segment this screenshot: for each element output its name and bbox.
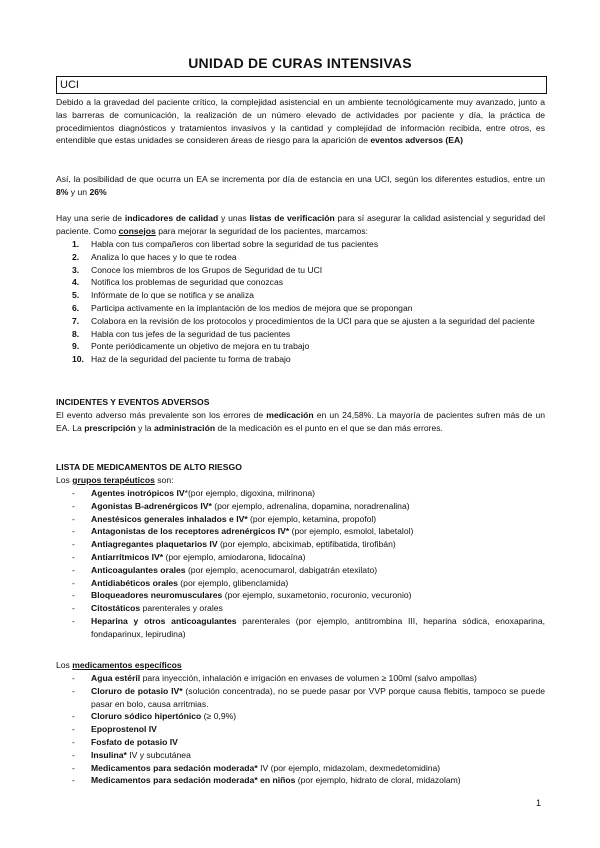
medication-name: Agentes inotrópicos IV — [91, 488, 185, 498]
groups-intro: Los grupos terapéuticos son: — [56, 475, 174, 485]
tip-item — [56, 276, 545, 289]
therapeutic-groups-list — [56, 487, 545, 641]
high-risk-heading: LISTA DE MEDICAMENTOS DE ALTO RIESGO — [56, 462, 242, 472]
tip-text: Conoce los miembros de los Grupos de Seguridad de tu UCI — [91, 264, 323, 275]
tip-text: Participa activamente en la implantación de los medios de mejora que se propongan — [91, 302, 413, 313]
tip-item — [56, 289, 545, 302]
medication-name: Antidiabéticos orales — [91, 577, 178, 588]
tip-number: 9. — [72, 341, 80, 352]
dash-bullet: - — [72, 577, 75, 588]
medication-item — [56, 500, 545, 513]
medication-detail: parenterales y orales — [140, 603, 223, 614]
medication-name: Antiarrítmicos IV* — [91, 551, 164, 562]
medication-item — [56, 589, 545, 602]
medication-item — [56, 672, 545, 685]
medication-item — [56, 525, 545, 538]
medication-name: Medicamentos para sedación moderada* en niños — [91, 775, 296, 786]
medication-item — [56, 602, 545, 615]
medication-item — [56, 564, 545, 577]
medication-detail: (por ejemplo, ketamina, propofol) — [247, 513, 377, 524]
medication-detail: (por ejemplo, adrenalina, dopamina, noradrenalina) — [211, 500, 410, 511]
medication-item — [56, 615, 545, 641]
tip-text: Infórmate de lo que se notifica y se analiza — [91, 290, 254, 301]
dash-bullet: - — [72, 488, 75, 498]
medication-item — [56, 749, 545, 762]
tip-text: Habla con tus jefes de la seguridad de tus pacientes — [91, 328, 291, 339]
tip-number: 6. — [72, 302, 80, 313]
medication-text — [91, 564, 545, 577]
medication-text — [91, 710, 545, 723]
medication-text — [91, 723, 545, 736]
dash-bullet: - — [72, 711, 75, 722]
tip-text: Haz de la seguridad del paciente tu forma de trabajo — [91, 354, 291, 365]
tip-number: 4. — [72, 277, 80, 288]
medication-text — [91, 685, 545, 711]
medication-detail: (por ejemplo, abciximab, eptifibatida, tirofibán) — [217, 539, 396, 550]
incidents-paragraph: El evento adverso más prevalente son los errores de medicación en un 24,58%. La mayoría de pacientes sufren más de un EA. La prescripción y la administración de la medicación es el punto en el que se dan más errores. — [56, 410, 545, 433]
section-label-box: UCI — [56, 76, 547, 94]
tip-number: 10. — [72, 354, 84, 365]
medication-text — [91, 602, 545, 615]
medication-detail: IV y subcutánea — [126, 749, 191, 760]
tip-item — [56, 328, 545, 341]
medication-text — [91, 615, 545, 641]
medication-item — [56, 577, 545, 590]
medication-detail: para inyección, inhalación e irrigación en envases de volumen ≥ 100ml (salvo ampollas) — [140, 673, 477, 683]
medication-item — [56, 774, 545, 787]
medication-text — [91, 513, 545, 526]
dash-bullet: - — [72, 603, 75, 614]
medication-detail: (por ejemplo, esmolol, labetalol) — [289, 526, 414, 537]
medication-item — [56, 710, 545, 723]
medication-detail: (por ejemplo, hidrato de cloral, midazolam) — [295, 775, 461, 786]
medication-name: Epoprostenol IV — [91, 724, 157, 735]
medication-detail: *(por ejemplo, digoxina, milrinona) — [184, 488, 315, 498]
intro-paragraph — [56, 96, 545, 147]
medication-name: Citostáticos — [91, 603, 141, 614]
medication-item — [56, 762, 545, 775]
tip-text: Ponte periódicamente un objetivo de mejora en tu trabajo — [91, 341, 310, 352]
tip-text: Notifica los problemas de seguridad que conozcas — [91, 277, 284, 288]
medication-text — [91, 762, 545, 775]
tip-number: 7. — [72, 315, 80, 326]
medication-item — [56, 723, 545, 736]
tip-item — [56, 353, 545, 366]
tips-list — [56, 238, 545, 366]
dash-bullet: - — [72, 724, 75, 735]
medication-name: Antiagregantes plaquetarios IV — [91, 539, 218, 550]
medication-detail: (solución concentrada), no se puede pasar por VVP porque causa flebitis, tampoco se puede pasar en bolo, causa arritmias. — [91, 685, 545, 709]
medication-text — [91, 538, 545, 551]
medication-text — [91, 736, 545, 749]
dash-bullet: - — [72, 539, 75, 550]
medication-detail: (por ejemplo, glibenclamida) — [177, 577, 289, 588]
medication-item — [56, 551, 545, 564]
dash-bullet: - — [72, 736, 75, 747]
medication-text — [91, 525, 545, 538]
intro-bold: eventos adversos (EA) — [370, 135, 464, 146]
dash-bullet: - — [72, 500, 75, 511]
dash-bullet: - — [72, 513, 75, 524]
dash-bullet: - — [72, 673, 75, 683]
medication-text — [91, 500, 545, 513]
tip-number: 5. — [72, 290, 80, 301]
medication-item — [56, 685, 545, 711]
medication-item — [56, 736, 545, 749]
dash-bullet: - — [72, 526, 75, 537]
page-number: 1 — [536, 798, 542, 808]
dash-bullet: - — [72, 749, 75, 760]
tip-item — [56, 251, 545, 264]
medication-name: Bloqueadores neuromusculares — [91, 590, 223, 601]
tip-text: Colabora en la revisión de los protocolos y procedimientos de la UCI para que se ajusten a la seguridad del paciente — [91, 315, 535, 326]
medication-name: Insulina* — [91, 749, 127, 760]
tip-item — [56, 315, 545, 328]
tip-number: 1. — [72, 239, 80, 249]
dash-bullet: - — [72, 615, 75, 626]
medication-detail: IV (por ejemplo, midazolam, dexmedetomidina) — [257, 762, 441, 773]
medication-name: Fosfato de potasio IV — [91, 736, 178, 747]
tip-item — [56, 340, 545, 353]
tip-item — [56, 302, 545, 315]
medication-text — [91, 577, 545, 590]
page-title: UNIDAD DE CURAS INTENSIVAS — [188, 55, 412, 71]
medication-detail: (por ejemplo, acenocumarol, dabigatrán etexilato) — [185, 564, 378, 575]
tip-item — [56, 238, 545, 251]
medication-text — [91, 551, 545, 564]
medication-detail: parenterales (por ejemplo, antitrombina III, heparina sódica, enoxaparina, fondaparinux, lepirudina) — [91, 615, 545, 639]
tip-number: 3. — [72, 264, 80, 275]
medication-text — [91, 589, 545, 602]
specific-medications-list — [56, 672, 545, 787]
tip-text: Habla con tus compañeros con libertad sobre la seguridad de tus pacientes — [91, 239, 379, 249]
dash-bullet: - — [72, 551, 75, 562]
quality-paragraph: Hay una serie de indicadores de calidad y unas listas de verificación para sí asegurar la calidad asistencial y seguridad del paciente. Como consejos para mejorar la seguridad de los pacientes, marcamos: — [56, 213, 545, 236]
medication-detail: (por ejemplo, amiodarona, lidocaína) — [163, 551, 306, 562]
dash-bullet: - — [72, 685, 75, 696]
dash-bullet: - — [72, 775, 75, 786]
tip-number: 8. — [72, 328, 80, 339]
incidents-heading: INCIDENTES Y EVENTOS ADVERSOS — [56, 397, 210, 407]
medication-name: Cloruro sódico hipertónico — [91, 711, 202, 722]
medication-name: Anticoagulantes orales — [91, 564, 186, 575]
medication-name: Cloruro de potasio IV* — [91, 685, 183, 696]
medication-text — [91, 672, 545, 685]
medication-detail: (por ejemplo, suxametonio, rocuronio, vecuronio) — [222, 590, 412, 601]
tip-text: Analiza lo que haces y lo que te rodea — [91, 251, 237, 262]
medication-name: Medicamentos para sedación moderada* — [91, 762, 258, 773]
medication-text — [91, 487, 545, 500]
medication-item — [56, 513, 545, 526]
medication-name: Antagonistas de los receptores adrenérgicos IV* — [91, 526, 290, 537]
medication-item — [56, 538, 545, 551]
dash-bullet: - — [72, 762, 75, 773]
dash-bullet: - — [72, 590, 75, 601]
incidence-paragraph: Así, la posibilidad de que ocurra un EA se incrementa por día de estancia en una UCI, según los diferentes estudios, entre un 8% y un 26% — [56, 174, 545, 197]
medication-name: Anestésicos generales inhalados e IV* — [91, 513, 248, 524]
tip-item — [56, 264, 545, 277]
medication-text — [91, 749, 545, 762]
specific-intro: Los medicamentos específicos — [56, 660, 182, 670]
dash-bullet: - — [72, 564, 75, 575]
intro-text: Debido a la gravedad del paciente crítico, la complejidad asistencial en un ambiente tecnológicamente muy avanzado, junto a las barreras de comunicación, la realización de un número elevado de actividades por paciente y día, la práctica de procedimientos diagnósticos y tratamientos invasivos y la cantidad y complejidad de información recibida, entre otros, es entendible que estas unidades se consideren áreas de riesgo para la aparición de — [56, 97, 545, 146]
medication-text — [91, 774, 545, 787]
tip-number: 2. — [72, 251, 80, 262]
medication-name: Heparina y otros anticoagulantes — [91, 615, 237, 626]
medication-name: Agonistas B-adrenérgicos IV* — [91, 500, 212, 511]
medication-item — [56, 487, 545, 500]
medication-name: Agua estéril — [91, 673, 141, 683]
medication-detail: (≥ 0,9%) — [201, 711, 237, 722]
